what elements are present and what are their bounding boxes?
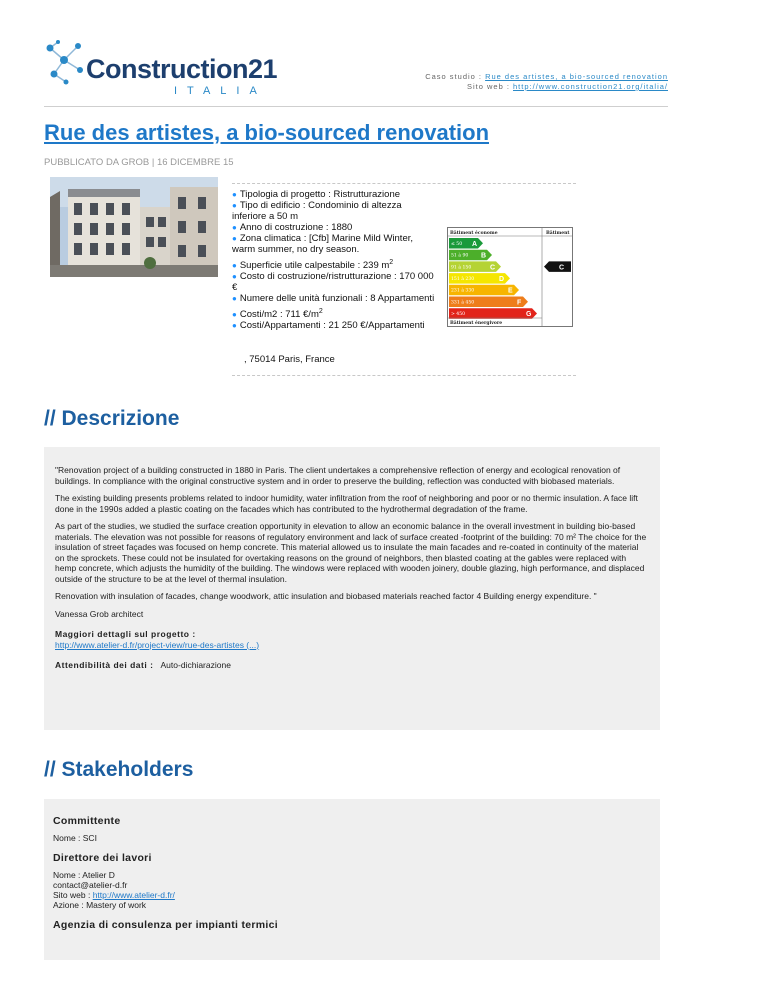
spec-item: ● Superficie utile calpestabile : 239 $m^2$ (232, 259, 394, 272)
published-info: PUBBLICATO DA GROB | 16 DICEMBRE 15 (44, 157, 234, 168)
energy-class-range: > 450 (451, 312, 466, 318)
stakeholder-committente (53, 816, 651, 843)
spec-item: ● Numere delle unità funzionali : 8 Appartamenti (232, 293, 435, 305)
energy-rating-letter: C (559, 264, 565, 272)
spec-item: ● Costi/Appartamenti : 21 250 €/Appartamenti (232, 320, 425, 332)
bullet-icon: ● (232, 272, 237, 282)
bullet-icon: ● (232, 201, 237, 210)
energy-scale (448, 228, 572, 326)
description-paragraph: As part of the studies, we studied the surface creation opportunity in elevation to allow an economic balance in the overall investment in building bio-based materials. The elevation was not possible for reasons of regulatory environment and lack of surface created -footprint of the building: 70 m² The choice for the insulation of street façades was focused on hemp concrete. This material allowed us to insulate the main facades and re-coated in continuity of the material on the sprockets. These could not be insulated for overtaking reasons on the ground of neighbors, then blasted coating at the gables were replaced with hemp concrete, which adjusts the humidity of the building. The windows were replaced with wooden joinery, double glazing, high performance, and displaced outside of the structure to be at the level of thermal insulation. (55, 521, 647, 584)
bullet-icon: ● (232, 190, 237, 199)
stakeholder-site: Sito web : http://www.atelier-d.fr/ (53, 890, 175, 900)
more-details-label: Maggiori dettagli sul progetto : (55, 629, 196, 639)
section-stakeholders-heading: // Stakeholders (44, 758, 194, 781)
building-photo (50, 177, 218, 277)
address: , 75014 Paris, France (244, 354, 335, 365)
energy-class-range: 51 à 90 (451, 253, 469, 259)
energy-class-letter: E (508, 287, 513, 295)
energy-class-range: 331 à 450 (451, 300, 475, 306)
logo-wordmark: Construction21 (86, 54, 278, 84)
stakeholder-title: Agenzia di consulenza per impianti termici (53, 919, 278, 931)
description-paragraph: The existing building presents problems related to indoor humidity, water infiltration from the roof of neighboring and poor or no thermic insulation. A face lift done in the 1990s added a plastic coating on the facades which has contributed to the hydrothermal degradation of the frame. (55, 493, 638, 514)
energy-header-left: Bâtiment économe (450, 231, 498, 236)
stakeholder-title: Committente (53, 815, 121, 827)
more-details-link[interactable]: http://www.atelier-d.fr/project-view/rue-des-artistes (...) (55, 639, 260, 650)
spec-item: ● Tipologia di progetto : Ristrutturazione (232, 189, 401, 200)
bullet-icon: ● (232, 223, 237, 232)
energy-class-letter: B (481, 252, 487, 260)
spec-item: ● Costi/m2 : 711 $€/m^2$ (232, 308, 323, 321)
bullet-icon: ● (232, 234, 237, 243)
energy-label-chart (447, 227, 573, 327)
stakeholders-box (44, 799, 660, 960)
stakeholder-name: Nome : SCI (53, 833, 97, 843)
description-paragraph: "Renovation project of a building constructed in 1880 in Paris. The client undertakes a comprehensive reflection of energy and ecological renovation of buildings. In compliance with the original constructive system and in order to preserve the building, reflection was conducted with biobased materials. (55, 465, 621, 486)
energy-header-right: Bâtiment (546, 231, 570, 236)
energy-class-range: 91 à 150 (451, 265, 472, 271)
energy-class-letter: C (490, 264, 496, 272)
bullet-icon: ● (232, 294, 237, 304)
spec-item: ● Anno di costruzione : 1880 (232, 222, 353, 233)
energy-class-letter: F (517, 299, 522, 307)
energy-class-letter: G (526, 311, 532, 319)
case-label: Caso studio : (425, 72, 486, 81)
summary-divider-top (232, 183, 576, 184)
stakeholder-title: Direttore dei lavori (53, 852, 152, 864)
energy-class-letter: D (499, 275, 505, 283)
stakeholder-name: Nome : Atelier D (53, 870, 115, 880)
site-label: Sito web : (466, 82, 514, 91)
author-line: Vanessa Grob architect (55, 608, 144, 619)
energy-class-letter: A (472, 240, 478, 248)
summary-divider-bottom (232, 375, 576, 376)
description-box (44, 447, 660, 730)
stakeholder-direttore (53, 853, 651, 910)
network-logo-icon (44, 40, 88, 86)
more-details (55, 629, 649, 650)
bullet-icon: ● (232, 261, 237, 271)
bullet-icon: ● (232, 310, 237, 320)
spec-item: ● Tipo di edificio : Condominio di altezza inferiore a 50 m (232, 200, 402, 222)
energy-footer: Bâtiment énergivore (450, 321, 503, 326)
bullet-icon: ● (232, 321, 237, 331)
construction21-logo[interactable] (44, 40, 278, 100)
page-header (0, 0, 768, 106)
energy-class-range: 231 à 330 (451, 288, 475, 294)
site-link[interactable]: http://www.construction21.org/italia/ (513, 82, 668, 91)
energy-class-range: ≤ 50 (451, 241, 463, 247)
energy-class-range: 151 à 230 (451, 276, 475, 282)
spec-item: ● Zona climatica : [Cfb] Marine Mild Winter, warm summer, no dry season. (232, 233, 414, 255)
reliability-value: Auto-dichiarazione (160, 660, 231, 670)
energy-rating-marker (544, 261, 571, 272)
page-title[interactable]: Rue des artistes, a bio-sourced renovation (44, 120, 490, 145)
description-paragraph: Renovation with insulation of facades, change woodwork, attic insulation and biobased materials reached factor 4 Building energy expenditure. " (55, 591, 597, 601)
project-specs-list (232, 189, 438, 331)
spec-item: ● Costo di costruzione/ristrutturazione : 170 000 € (232, 271, 434, 294)
reliability (55, 660, 649, 671)
stakeholder-site-link[interactable]: http://www.atelier-d.fr/ (92, 890, 175, 900)
case-study-info (425, 72, 668, 92)
case-link[interactable]: Rue des artistes, a bio-sourced renovation (485, 72, 668, 81)
stakeholder-email: contact@atelier-d.fr (53, 880, 128, 890)
section-descrizione-heading: // Descrizione (44, 407, 180, 430)
reliability-label: Attendibilità dei dati : (55, 660, 154, 670)
logo-subtitle: ITALIA (174, 85, 267, 97)
header-divider (44, 106, 668, 107)
stakeholder-agenzia (53, 920, 651, 930)
stakeholder-action: Azione : Mastery of work (53, 900, 147, 910)
